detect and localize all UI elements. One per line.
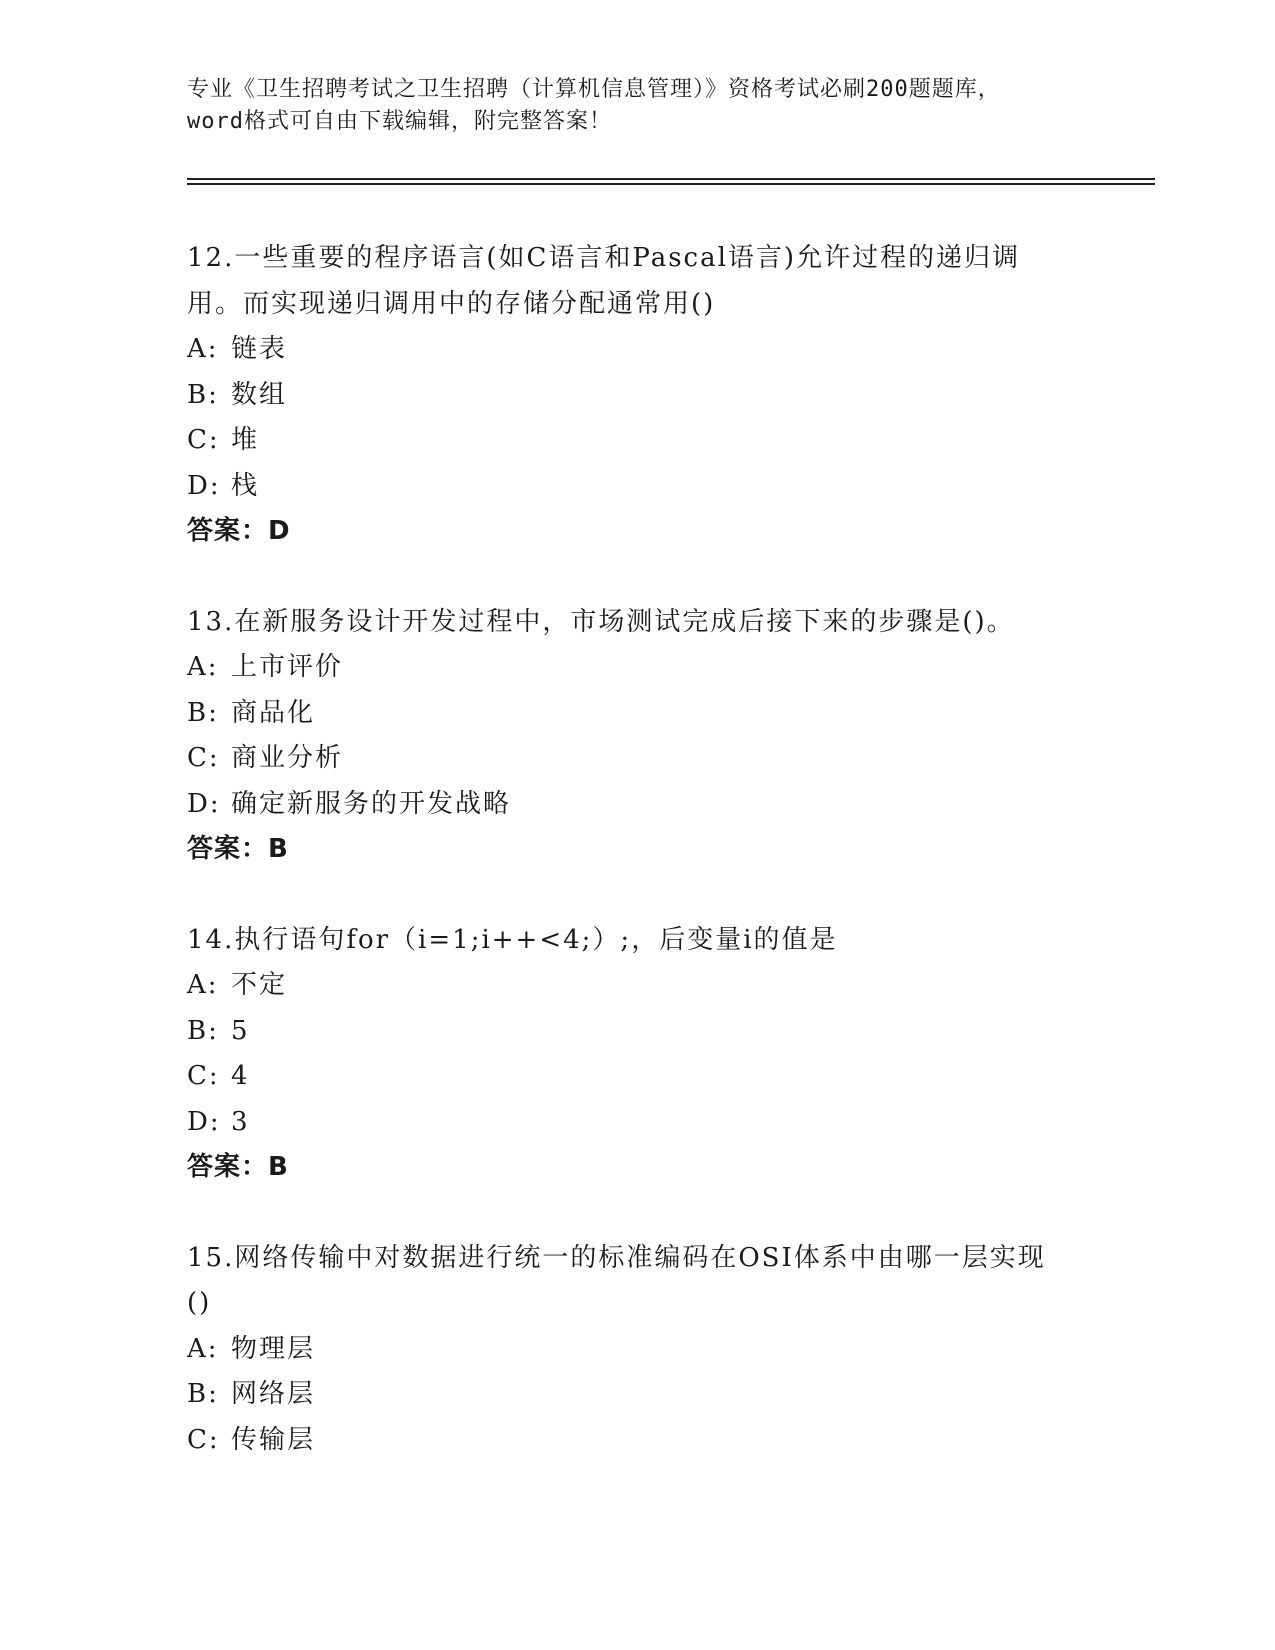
option-c	[187, 736, 1087, 782]
header-line-2: word格式可自由下载编辑，附完整答案！	[187, 109, 612, 134]
option-text: 5	[231, 1015, 250, 1046]
option-text: 数组	[231, 379, 288, 410]
option-b	[187, 373, 1087, 419]
answer-line: 答案：D	[187, 516, 291, 546]
option-key: B:	[187, 697, 219, 728]
question-stem: 用。而实现递归调用中的存储分配通常用()	[187, 288, 716, 319]
option-key: B:	[187, 1379, 219, 1409]
option-text: 4	[231, 1061, 250, 1091]
option-b	[187, 691, 1087, 737]
header-divider-top	[187, 178, 1155, 180]
option-text: 确定新服务的开发战略	[231, 788, 512, 819]
document-header	[187, 74, 1087, 138]
question-13	[187, 600, 1087, 873]
question-14	[187, 918, 1087, 1191]
option-key: C:	[187, 425, 220, 455]
option-text: 上市评价	[231, 652, 344, 682]
option-text: 3	[231, 1106, 250, 1137]
question-stem: 15.网络传输中对数据进行统一的标准编码在OSI体系中由哪一层实现	[187, 1242, 1046, 1273]
option-d	[187, 782, 1087, 828]
option-text: 商业分析	[231, 743, 344, 773]
question-15	[187, 1236, 1087, 1464]
question-12	[187, 236, 1087, 555]
option-text: 栈	[231, 470, 260, 501]
option-key: D:	[187, 788, 221, 819]
question-stem: 13.在新服务设计开发过程中，市场测试完成后接下来的步骤是()。	[187, 606, 1015, 637]
option-key: C:	[187, 743, 220, 773]
option-text: 传输层	[231, 1424, 316, 1455]
option-d	[187, 464, 1087, 510]
answer-line: 答案：B	[187, 834, 289, 864]
question-stem: ()	[187, 1288, 212, 1318]
answer-line: 答案：B	[187, 1152, 289, 1182]
question-stem: 12.一些重要的程序语言(如C语言和Pascal语言)允许过程的递归调	[187, 243, 1021, 273]
option-b	[187, 1009, 1087, 1055]
option-key: A:	[187, 334, 219, 364]
option-text: 商品化	[231, 697, 316, 728]
option-text: 堆	[231, 425, 260, 455]
question-list	[187, 236, 1087, 1508]
option-a	[187, 645, 1087, 691]
option-text: 物理层	[231, 1333, 316, 1364]
option-key: A:	[187, 1333, 219, 1364]
option-key: D:	[187, 470, 221, 501]
option-c	[187, 1054, 1087, 1100]
option-b	[187, 1372, 1087, 1418]
option-key: B:	[187, 379, 219, 410]
question-stem: 14.执行语句for（i=1;i++<4;）;，后变量i的值是	[187, 924, 838, 955]
header-line-1: 专业《卫生招聘考试之卫生招聘（计算机信息管理）》资格考试必刷200题题库，	[187, 77, 1001, 102]
option-d	[187, 1100, 1087, 1146]
option-a	[187, 327, 1087, 373]
header-divider-bottom	[187, 183, 1155, 185]
option-key: C:	[187, 1424, 220, 1455]
option-c	[187, 1418, 1087, 1464]
option-key: C:	[187, 1061, 220, 1091]
option-key: A:	[187, 970, 219, 1000]
option-text: 链表	[231, 334, 288, 364]
option-key: A:	[187, 652, 219, 682]
option-text: 不定	[231, 970, 288, 1000]
option-key: D:	[187, 1106, 221, 1137]
option-a	[187, 963, 1087, 1009]
option-a	[187, 1327, 1087, 1373]
option-key: B:	[187, 1015, 219, 1046]
option-text: 网络层	[231, 1379, 316, 1409]
option-c	[187, 418, 1087, 464]
